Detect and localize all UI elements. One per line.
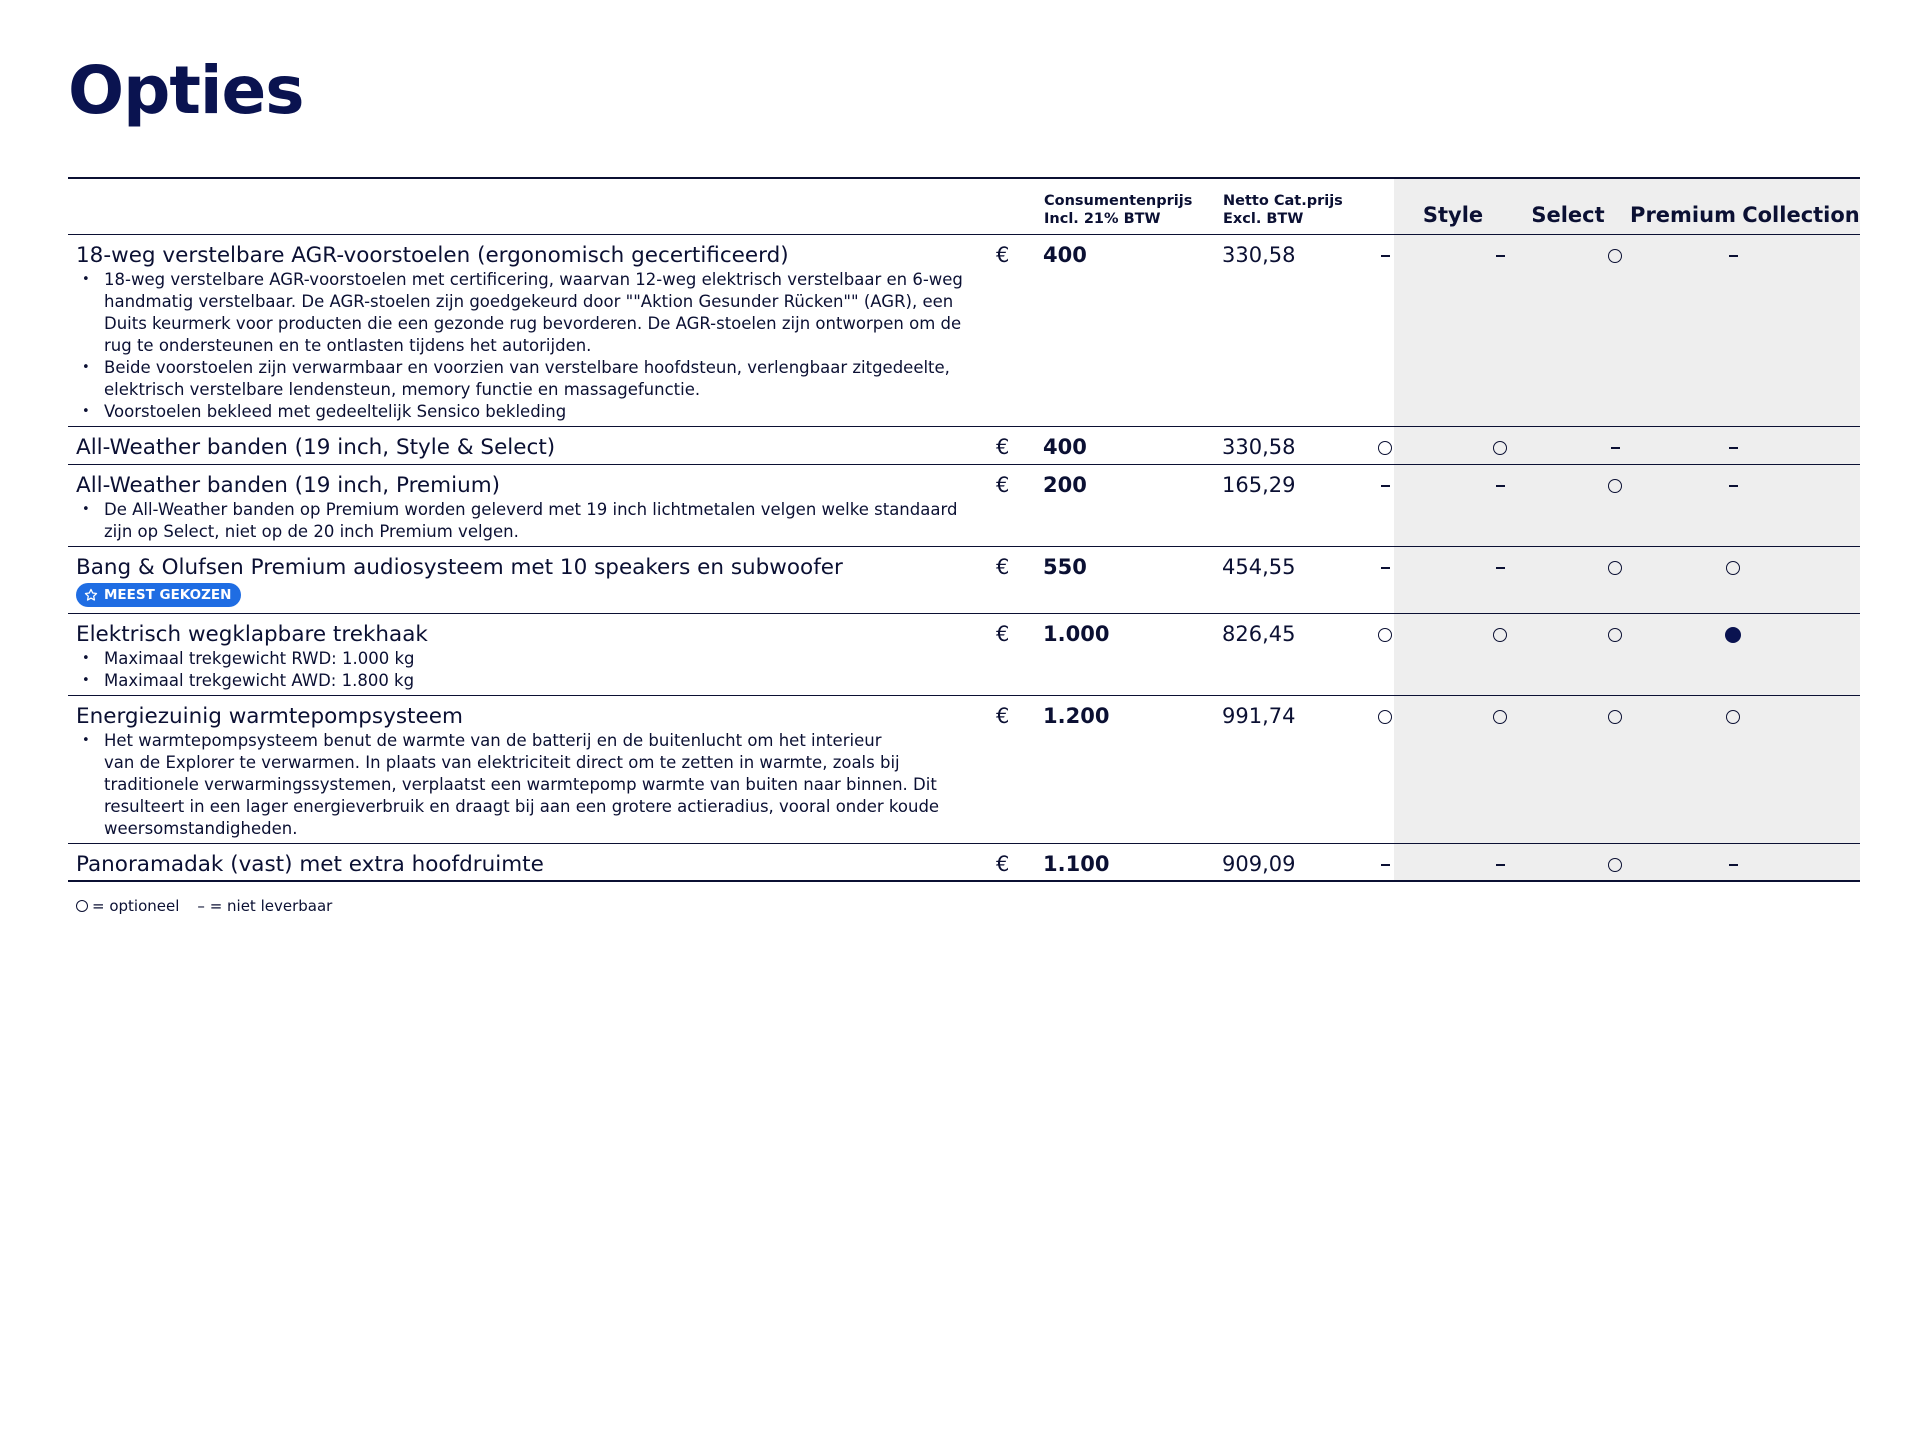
consumer-price: 1.000: [1043, 622, 1110, 646]
dash-symbol: –: [197, 897, 210, 915]
table-row: [68, 235, 1860, 427]
net-price-header-line2: Excl. BTW: [1223, 211, 1304, 227]
not-available-dash-icon: [1729, 447, 1738, 449]
availability-premium: [1556, 706, 1674, 728]
net-price: 909,09: [1222, 852, 1296, 876]
consumer-price: 550: [1043, 555, 1087, 579]
not-available-dash-icon: [1611, 447, 1620, 449]
currency-symbol: €: [996, 852, 1010, 876]
option-description-bullet: • Voorstoelen bekleed met gedeeltelijk Sensico bekleding: [78, 401, 998, 423]
not-available-dash-icon: [1729, 255, 1738, 257]
availability-select: [1441, 475, 1559, 497]
consumer-price-header: [1044, 192, 1192, 228]
table-row: [68, 614, 1860, 696]
availability-select: [1441, 437, 1559, 459]
availability-select: [1441, 245, 1559, 267]
availability-style: [1326, 245, 1444, 267]
availability-style: [1326, 557, 1444, 579]
net-price: 330,58: [1222, 243, 1296, 267]
availability-premium: [1556, 475, 1674, 497]
not-available-dash-icon: [1496, 485, 1505, 487]
optional-circle-icon: [1493, 441, 1507, 455]
net-price-header-line1: Netto Cat.prijs: [1223, 193, 1343, 209]
availability-select: [1441, 624, 1559, 646]
table-header: [68, 179, 1860, 235]
availability-collection: [1674, 245, 1792, 267]
option-description-list: [78, 269, 998, 423]
option-description-bullet: • De All-Weather banden op Premium worden geleverd met 19 inch lichtmetalen velgen welke standaard zijn op Select, niet op de 20 inch Premium velgen.: [78, 499, 998, 543]
legend-optional-label: = optioneel: [92, 897, 180, 915]
currency-symbol: €: [996, 555, 1010, 579]
table-row: [68, 427, 1860, 465]
not-available-dash-icon: [1381, 864, 1390, 866]
star-icon: [84, 588, 98, 602]
not-available-dash-icon: [1496, 255, 1505, 257]
table-body: [68, 235, 1860, 882]
option-title: Bang & Olufsen Premium audiosysteem met 10 speakers en subwoofer: [76, 555, 843, 580]
optional-circle-icon: [1608, 858, 1622, 872]
net-price-header: [1223, 192, 1343, 228]
consumer-price: 1.100: [1043, 852, 1110, 876]
options-table: [68, 177, 1860, 882]
availability-style: [1326, 475, 1444, 497]
availability-style: [1326, 624, 1444, 646]
net-price: 330,58: [1222, 435, 1296, 459]
availability-premium: [1556, 245, 1674, 267]
consumer-price-header-line1: Consumentenprijs: [1044, 193, 1193, 209]
optional-circle-icon: [1726, 710, 1740, 724]
option-description-list: [78, 499, 998, 543]
availability-select: [1441, 557, 1559, 579]
option-description-list: [78, 648, 998, 692]
consumer-price: 400: [1043, 243, 1087, 267]
availability-collection: [1674, 557, 1792, 579]
optional-circle-icon: [1608, 479, 1622, 493]
consumer-price: 1.200: [1043, 704, 1110, 728]
option-title: 18-weg verstelbare AGR-voorstoelen (ergonomisch gecertificeerd): [76, 243, 789, 268]
currency-symbol: €: [996, 473, 1010, 497]
option-description-bullet: • Beide voorstoelen zijn verwarmbaar en voorzien van verstelbare hoofdsteun, verlengbaar zitgedeelte, elektrisch verstelbare lendensteun, memory functie en massagefunctie.: [78, 357, 998, 401]
table-row: [68, 696, 1860, 844]
availability-collection: [1674, 475, 1792, 497]
availability-premium: [1556, 624, 1674, 646]
most-chosen-badge: [76, 583, 241, 607]
optional-circle-icon: [1378, 710, 1392, 724]
not-available-dash-icon: [1496, 864, 1505, 866]
consumer-price-header-line2: Incl. 21% BTW: [1044, 211, 1161, 227]
table-row: [68, 547, 1860, 614]
optional-circle-icon: [1608, 710, 1622, 724]
availability-select: [1441, 854, 1559, 876]
page-title: Opties: [68, 52, 304, 129]
option-title: Energiezuinig warmtepompsysteem: [76, 704, 463, 729]
trim-header-select: Select: [1531, 203, 1605, 227]
net-price: 991,74: [1222, 704, 1296, 728]
option-title: Panoramadak (vast) met extra hoofdruimte: [76, 852, 544, 877]
legend-not-available-label: = niet leverbaar: [209, 897, 333, 915]
not-available-dash-icon: [1381, 567, 1390, 569]
availability-collection: [1674, 854, 1792, 876]
optional-circle-icon: [76, 900, 88, 912]
option-description-bullet: • Maximaal trekgewicht RWD: 1.000 kg: [78, 648, 998, 670]
availability-premium: [1556, 437, 1674, 459]
availability-collection: [1674, 624, 1792, 646]
availability-collection: [1674, 437, 1792, 459]
consumer-price: 200: [1043, 473, 1087, 497]
availability-style: [1326, 854, 1444, 876]
currency-symbol: €: [996, 435, 1010, 459]
option-title: Elektrisch wegklapbare trekhaak: [76, 622, 428, 647]
optional-circle-icon: [1608, 628, 1622, 642]
not-available-dash-icon: [1729, 864, 1738, 866]
net-price: 454,55: [1222, 555, 1296, 579]
trim-header-collection: Collection: [1742, 203, 1860, 227]
net-price: 165,29: [1222, 473, 1296, 497]
option-description-bullet: • Maximaal trekgewicht AWD: 1.800 kg: [78, 670, 998, 692]
not-available-dash-icon: [1729, 485, 1738, 487]
legend: [76, 897, 332, 915]
trim-header-style: Style: [1422, 203, 1484, 227]
net-price: 826,45: [1222, 622, 1296, 646]
not-available-dash-icon: [1381, 255, 1390, 257]
currency-symbol: €: [996, 704, 1010, 728]
currency-symbol: €: [996, 622, 1010, 646]
option-description-bullet: • Het warmtepompsysteem benut de warmte van de batterij en de buitenlucht om het interieur van de Explorer te verwarmen. In plaats van elektriciteit direct om te zetten in warmte, zoals bij traditionele verwarmingssystemen, verplaatst een warmtepomp warmte van buiten naar binnen. Dit resulteert in een lager energieverbruik en draagt bij aan een grotere actieradius, vooral onder koude weersomstandigheden.: [78, 730, 998, 840]
availability-premium: [1556, 557, 1674, 579]
consumer-price: 400: [1043, 435, 1087, 459]
optional-circle-icon: [1726, 561, 1740, 575]
optional-circle-icon: [1493, 710, 1507, 724]
table-row: [68, 844, 1860, 882]
availability-select: [1441, 706, 1559, 728]
trim-header-premium: Premium: [1630, 203, 1736, 227]
not-available-dash-icon: [1496, 567, 1505, 569]
availability-style: [1326, 437, 1444, 459]
optional-circle-icon: [1608, 249, 1622, 263]
badge-label: MEEST GEKOZEN: [104, 587, 232, 603]
availability-collection: [1674, 706, 1792, 728]
option-description-list: [78, 730, 998, 840]
not-available-dash-icon: [1381, 485, 1390, 487]
standard-filled-dot-icon: [1725, 627, 1741, 643]
availability-premium: [1556, 854, 1674, 876]
currency-symbol: €: [996, 243, 1010, 267]
table-row: [68, 465, 1860, 547]
optional-circle-icon: [1608, 561, 1622, 575]
option-title: All-Weather banden (19 inch, Style & Select): [76, 435, 556, 460]
optional-circle-icon: [1378, 628, 1392, 642]
availability-style: [1326, 706, 1444, 728]
optional-circle-icon: [1378, 441, 1392, 455]
option-description-bullet: • 18-weg verstelbare AGR-voorstoelen met certificering, waarvan 12-weg elektrisch verstelbaar en 6-weg handmatig verstelbaar. De AGR-stoelen zijn goedgekeurd door ""Aktion Gesunder Rücken"" (AGR), een Duits keurmerk voor producten die een gezonde rug bevorderen. De AGR-stoelen zijn ontworpen om de rug te ondersteunen en te ontlasten tijdens het autorijden.: [78, 269, 998, 357]
option-title: All-Weather banden (19 inch, Premium): [76, 473, 501, 498]
optional-circle-icon: [1493, 628, 1507, 642]
